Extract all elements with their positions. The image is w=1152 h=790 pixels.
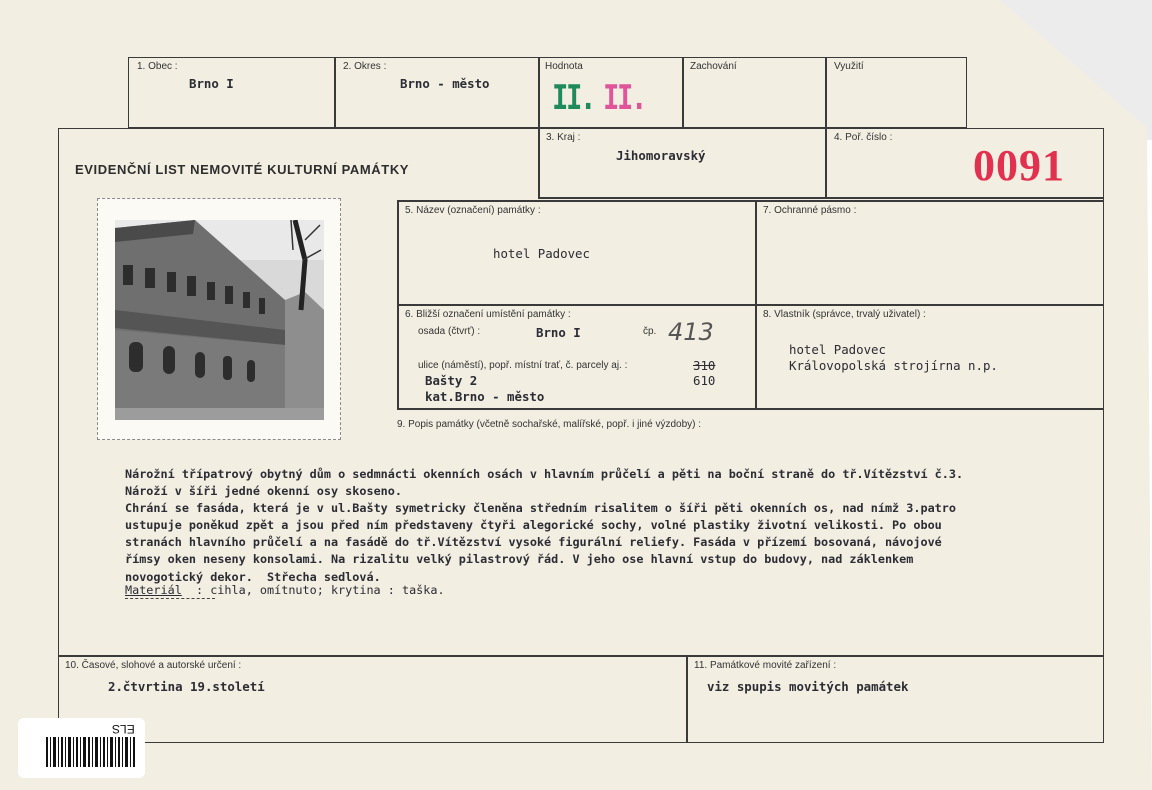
material-label: Materiál (125, 583, 182, 597)
divider (825, 128, 827, 198)
ulice-value: Bašty 2 (425, 373, 478, 388)
divider (334, 57, 336, 128)
divider (538, 197, 1104, 199)
casove-value: 2.čtvrtina 19.století (108, 679, 265, 694)
cp-label: čp. (643, 326, 657, 337)
por-cislo-label: 4. Poř. číslo : (834, 132, 893, 143)
okres-value: Brno - město (400, 76, 490, 91)
zachovani-label: Zachování (690, 61, 737, 72)
kraj-label: 3. Kraj : (546, 132, 581, 143)
divider (686, 655, 688, 743)
divider (397, 304, 1104, 306)
vlastnik-line1: hotel Padovec (789, 342, 886, 357)
parcela-old: 310 (693, 358, 716, 373)
divider (397, 200, 1104, 202)
divider (397, 408, 1104, 410)
osada-label: osada (čtvrť) : (418, 326, 481, 337)
vyuziti-label: Využití (834, 61, 864, 72)
vlastnik-label: 8. Vlastník (správce, trvalý uživatel) : (763, 309, 926, 320)
kat-value: kat.Brno - město (425, 389, 545, 404)
movite-label: 11. Památkové movité zařízení : (694, 660, 837, 671)
hodnota-stamp-pink: II. (603, 78, 645, 118)
document-title: EVIDENČNÍ LIST NEMOVITÉ KULTURNÍ PAMÁTKY (75, 162, 410, 177)
material-value: : cihla, omítnuto; krytina : taška. (196, 583, 445, 597)
umisteni-label: 6. Bližší označení umístění památky : (405, 309, 571, 320)
obec-value: Brno I (189, 76, 234, 91)
cp-value: 413 (668, 318, 714, 346)
pasmo-label: 7. Ochranné pásmo : (763, 205, 857, 216)
divider (58, 655, 1104, 657)
vlastnik-line2: Královopolská strojírna n.p. (789, 358, 998, 373)
okres-label: 2. Okres : (343, 61, 387, 72)
osada-value: Brno I (536, 325, 581, 340)
divider (825, 57, 827, 128)
material-underline (125, 598, 215, 599)
hodnota-label: Hodnota (545, 61, 583, 72)
hodnota-stamp-green: II. (552, 78, 594, 118)
sticker-text: ELS (112, 722, 135, 736)
divider (538, 128, 540, 198)
divider (682, 57, 684, 128)
divider (538, 57, 540, 128)
obec-label: 1. Obec : (137, 61, 178, 72)
barcode-icon (46, 737, 138, 767)
building-photo (115, 220, 324, 420)
casove-label: 10. Časové, slohové a autorské určení : (65, 660, 242, 671)
por-cislo-value: 0091 (973, 141, 1065, 190)
nazev-label: 5. Název (označení) památky : (405, 205, 541, 216)
parcela-new: 610 (693, 373, 716, 388)
popis-text: Nárožní třípatrový obytný dům o sedmnácti okenních osách v hlavním průčelí a pěti na boční straně do tř.Vítězství č.3. Nároží v šíři jedné okenní osy skoseno. Chrání se fasáda, která je v ul.Bašty symetricky členěna středním risalitem o šíři pěti okenních os, nad nímž 3.patro ustupuje poněkud zpět a jsou před ním představeny čtyři alegorické sochy, volné plastiky životní velikosti. Po obou stranách hlavního průčelí a na fasádě do tř.Vítězství vysoké figurální reliefy. Fasáda v přízemí bosovaná, návojové římsy oken neseny konsolami. Na rizalitu velký pilastrový řád. V jeho ose hlavní vstup do budovy, nad záklenkem novogotický dekor. Střecha sedlová. (125, 467, 964, 584)
popis-label: 9. Popis památky (včetně sochařské, malířské, popř. i jiné výzdoby) : (397, 419, 702, 430)
nazev-value: hotel Padovec (493, 246, 590, 261)
movite-value: viz spupis movitých památek (707, 679, 909, 694)
ulice-label: ulice (náměstí), popř. místní trať, č. parcely aj. : (418, 360, 628, 371)
kraj-value: Jihomoravský (616, 148, 706, 163)
